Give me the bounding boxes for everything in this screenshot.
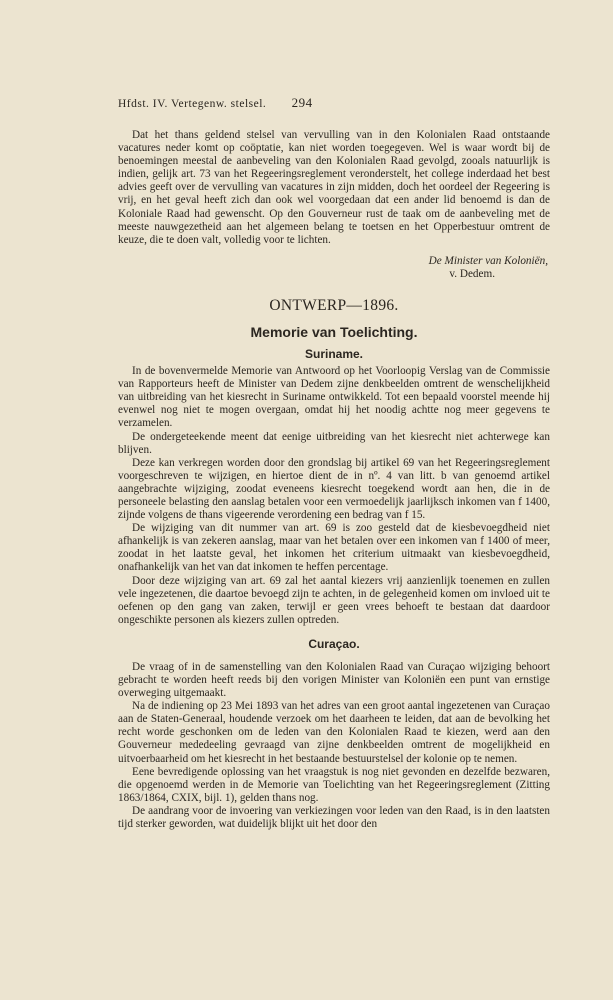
paragraph: De aandrang voor de invoering van verkiezingen voor leden van den Raad, is in den laatsten tijd sterker geworden, wat duidelijk blijkt uit het door den	[118, 804, 550, 831]
paragraph: Na de indiening op 23 Mei 1893 van het adres van een groot aantal ingezetenen van Curaçao aan de Staten-Generaal, houdende verzoek om het daarheen te leiden, dat aan de bevolking het recht worde geschonken om de leden van den Kolonialen Raad te kiezen, werd aan den Gouverneur mededeeling gevraagd van zijne denkbeelden omtrent de mogelijkheid en uitvoerbaarheid om het kiesrecht in het bestaande bestuurstelsel der kolonie op te nemen.	[118, 700, 550, 765]
signature-title: De Minister van Koloniën,	[428, 254, 548, 267]
signature-name: v. Dedem.	[449, 267, 495, 280]
section-title: ONTWERP—1896.	[269, 297, 399, 315]
paragraph: De ondergeteekende meent dat eenige uitbreiding van het kiesrecht niet achterwege kan blijven.	[118, 430, 550, 456]
running-head: Hfdst. IV. Vertegenw. stelsel.	[118, 98, 267, 110]
heading-suriname: Suriname.	[304, 347, 364, 362]
running-header	[118, 95, 550, 113]
page-number: 294	[291, 95, 313, 110]
text-block	[118, 95, 550, 831]
intro-paragraph: Dat het thans geldend stelsel van vervulling van in den Kolonialen Raad ontstaande vacatures neder komt op coöptatie, kan niet worden toegegeven. Wel is waar wordt bij de benoemingen meestal de aanbeveling van den Kolonialen Raad gevolgd, zooals natuurlijk is indien, gelijk art. 73 van het Regeeringsreglement veronderstelt, het college inderdaad het best advies geeft over de vervulling van vacatures in zijn midden, doch het oordeel der Regeering is vrij, en het geval heeft zich dan ook wel voorgedaan dat een ander lid benoemd is dan de Koloniale Raad had gewenscht. Op den Gouverneur rust de taak om de aanbeveling met de meeste nauwgezetheid aan het algemeen belang te toetsen en het Opperbestuur omtrent de keuze, die te doen valt, volledig voor te lichten.	[118, 129, 550, 246]
heading-curacao: Curaçao.	[308, 636, 360, 651]
paragraph: De wijziging van dit nummer van art. 69 is zoo gesteld dat de kiesbevoegdheid niet afhankelijk is van zekeren aanslag, maar van het betalen over een inkomen van f 1400 of meer, zoodat in het laatste geval, het inkomen het criterium uitmaakt van kiesbevoegdheid, onafhankelijk van het van dat inkomen te heffen percentage.	[118, 522, 550, 574]
subsection-title: Memorie van Toelichting.	[250, 324, 418, 341]
paragraph: De vraag of in de samenstelling van den Kolonialen Raad van Curaçao wijziging behoort gebracht te worden heeft reeds bij den vorigen Minister van Koloniën een punt van ernstige overweging uitgemaakt.	[118, 660, 550, 700]
paragraph: Door deze wijziging van art. 69 zal het aantal kiezers vrij aanzienlijk toenemen en zullen vele ingezetenen, die daartoe bevoegd zijn te achten, in de gelegenheid komen om invloed uit te oefenen op den gang van zaken, terwijl er geen vrees behoeft te bestaan dat daardoor ongeschikte personen als kiezers zullen optreden.	[118, 574, 550, 626]
paragraph: Deze kan verkregen worden door den grondslag bij artikel 69 van het Regeeringsreglement voorgeschreven te wijzigen, en hiertoe dient de in nº. 4 van litt. b van genoemd artikel aangebrachte wijziging, zoodat eveneens kiesrecht toegekend wordt aan hen, die in de personeele belasting den aanslag betalen voor een vermoedelijk jaarlijksch inkomen van f 1400, zijnde volgens de thans vigeerende verordening een bedrag van f 15.	[118, 456, 550, 522]
paragraph: Eene bevredigende oplossing van het vraagstuk is nog niet gevonden en dezelfde bezwaren, die opgenoemd werden in de Memorie van Toelichting van het Regeeringsreglement (Zitting 1863/1864, CXIX, bijl. 1), gelden thans nog.	[118, 765, 550, 804]
paragraph: In de bovenvermelde Memorie van Antwoord op het Voorloopig Verslag van de Commissie van Rapporteurs heeft de Minister van Dedem zijne denkbeelden omtrent de wenschelijkheid van uitbreiding van het kiesrecht in Suriname ontwikkeld. Tot een bepaald voorstel meende hij evenwel nog niet te mogen overgaan, omdat hij het noodig achtte nog meer gegevens te verzamelen.	[118, 365, 550, 430]
